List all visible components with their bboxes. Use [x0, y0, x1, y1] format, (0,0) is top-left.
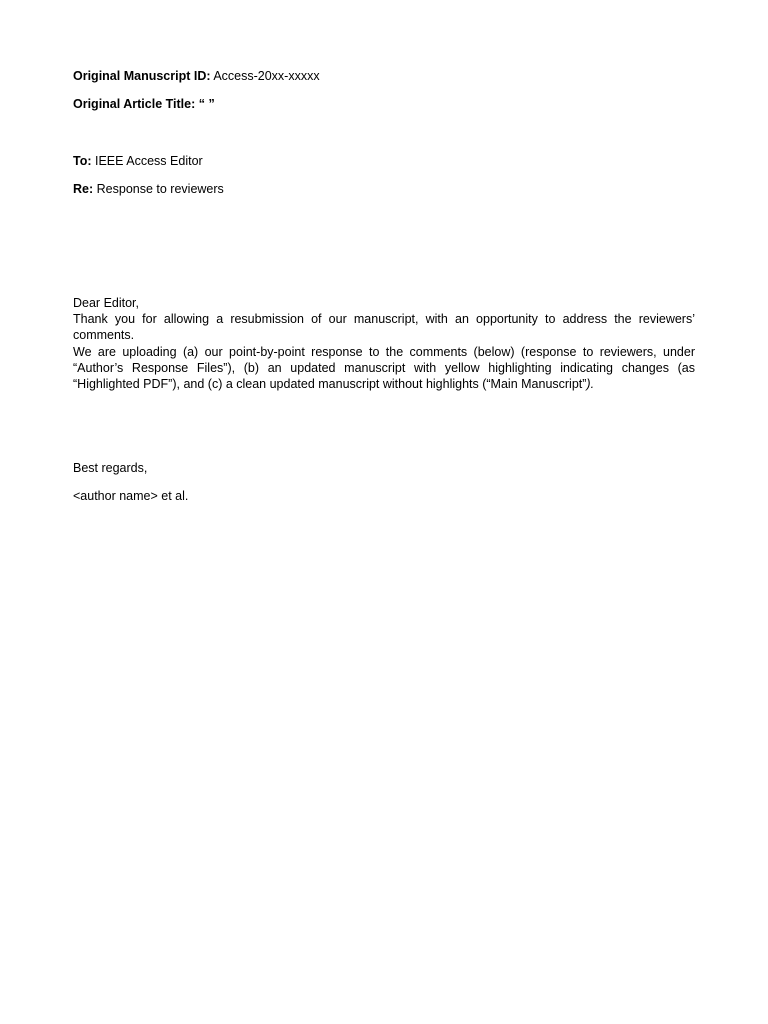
article-title-label: Original Article Title:: [73, 97, 196, 111]
article-title-value: “ ”: [198, 97, 215, 111]
re-line: [73, 181, 695, 197]
to-line: [73, 153, 695, 169]
manuscript-id-label: Original Manuscript ID:: [73, 69, 211, 83]
body-paragraph-2: [73, 344, 695, 393]
manuscript-id-line: [73, 68, 695, 84]
body-paragraph-2-main: We are uploading (a) our point-by-point response to the comments (below) (response to reviewers, under “Author’s Response Files”), (b) an updated manuscript with yellow highlighting indicating changes (as “Highlighted PDF”), and (c) a clean updated manuscript without highlights (“Main Manuscript”: [73, 344, 695, 392]
body-paragraph-1: Thank you for allowing a resubmission of our manuscript, with an opportunity to address the reviewers’ comments.: [73, 312, 695, 343]
article-title-line: [73, 96, 695, 112]
body-paragraph-2-end: ).: [586, 377, 595, 392]
closing-regards: Best regards,: [73, 461, 148, 476]
to-value: IEEE Access Editor: [95, 154, 203, 168]
manuscript-id-value: Access-20xx-xxxxx: [213, 69, 320, 83]
letter-document: [73, 68, 695, 504]
re-label: Re:: [73, 182, 94, 196]
to-label: To:: [73, 154, 92, 168]
signature: <author name> et al.: [73, 489, 189, 504]
salutation: Dear Editor,: [73, 296, 140, 310]
re-value: Response to reviewers: [96, 182, 224, 196]
